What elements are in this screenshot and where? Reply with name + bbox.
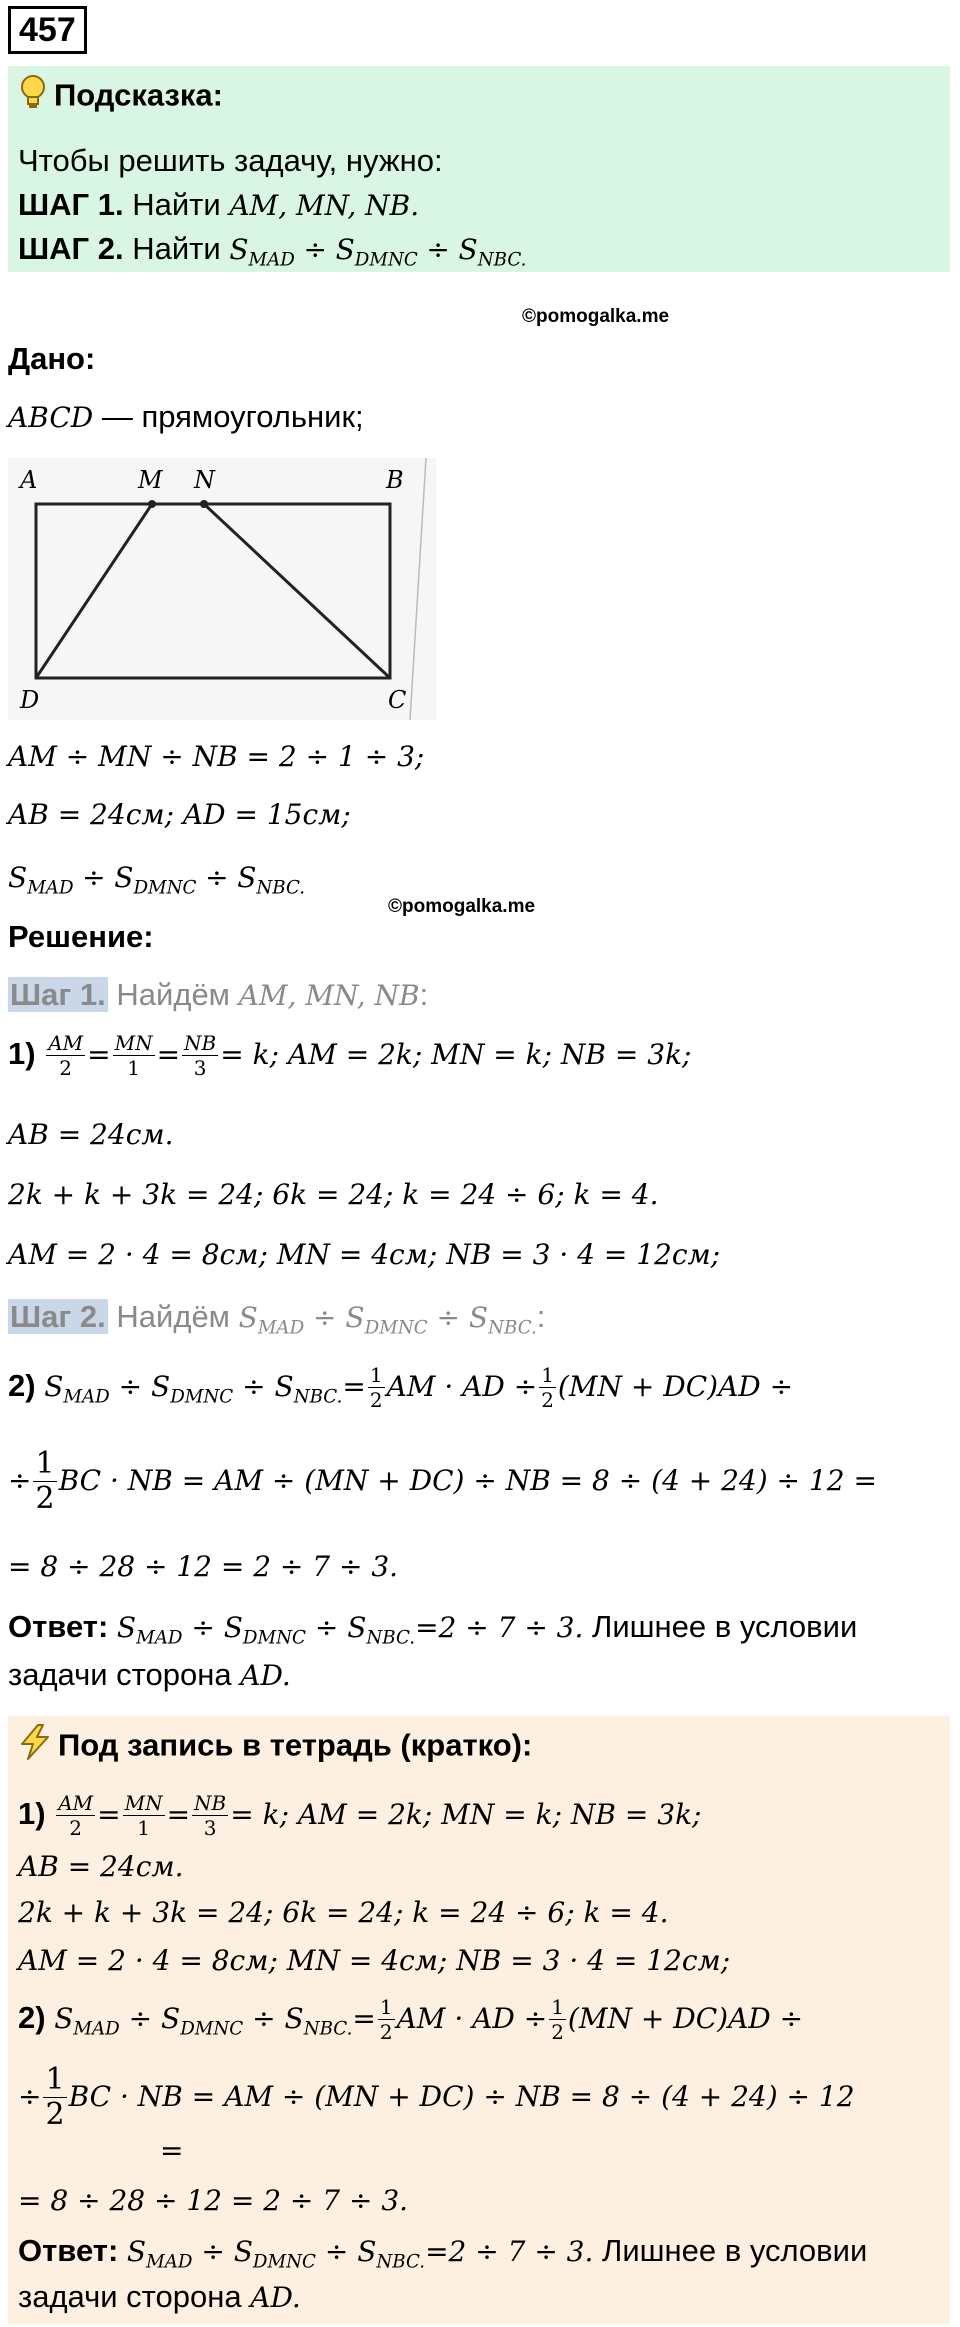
label-d: D [20, 686, 40, 714]
watermark-2: ©pomogalka.me [388, 896, 536, 917]
short-line-ab: AB = 24см. [18, 1850, 184, 1883]
short-answer-line-2: задачи сторона AD. [18, 2279, 301, 2314]
solution-step1: Шаг 1. Найдём AM, MN, NB: [10, 977, 429, 1012]
short-line-2: 2) $S_{MAD} \div S_{DMNC} \div S_{NBC.}=$ $\frac{1}{2}$ AM · AD ÷ $\frac{1}{2}$ (MN + DC)AD ÷ [18, 1995, 804, 2045]
lightbulb-icon [18, 74, 48, 121]
solution-line-1: 1) $\frac{AM}{2}$ = $\frac{MN}{1}$ = $\frac{NB}{3}$ = k; AM = 2k; MN = k; NB = 3k; [8, 1031, 692, 1081]
short-title: Под запись в тетрадь (кратко): [58, 1727, 533, 1763]
solution-line-k: 2k + k + 3k = 24; 6k = 24; k = 24 ÷ 6; k = 4. [8, 1178, 659, 1211]
given-title: Дано: [8, 341, 96, 376]
solution-line-ab: AB = 24см. [8, 1118, 174, 1151]
label-b: B [386, 466, 404, 494]
short-line-1: 1) $\frac{AM}{2}$ = $\frac{MN}{1}$ = $\frac{NB}{3}$ = k; AM = 2k; MN = k; NB = 3k; [18, 1791, 702, 1841]
solution-line-2: 2) $S_{MAD} \div S_{DMNC} \div S_{NBC.}=$ $\frac{1}{2}$ AM · AD ÷ $\frac{1}{2}$ (MN + DC)AD ÷ [8, 1363, 794, 1413]
solution-line-result: = 8 ÷ 28 ÷ 12 = 2 ÷ 7 ÷ 3. [8, 1550, 399, 1583]
label-c: C [388, 686, 407, 714]
hint-intro: Чтобы решить задачу, нужно: [18, 143, 443, 178]
segment-nc [204, 504, 390, 678]
watermark-1: ©pomogalka.me [522, 306, 670, 327]
given-rect: ABCD — прямоугольник; [8, 399, 364, 434]
given-find: $S_{MAD} \div S_{DMNC} \div S_{NBC.}$ [8, 861, 306, 899]
guide-line [410, 458, 426, 720]
hint-title: Подсказка: [54, 77, 223, 113]
hint-title-line [18, 74, 223, 121]
answer-line-2: задачи сторона AD. [8, 1657, 291, 1692]
segment-md [36, 504, 152, 678]
label-a: A [20, 466, 38, 494]
hint-step1: ШАГ 1. Найти AM, MN, NB. [18, 187, 420, 222]
short-equals-wrap: = [160, 2134, 184, 2167]
label-m: M [138, 466, 163, 494]
short-line-3: ÷ $\frac{1}{2}$ BC · NB = AM ÷ (MN + DC) ÷ NB = 8 ÷ (4 + 24) ÷ 12 [18, 2062, 855, 2133]
hint-step2: ШАГ 2. Найти $S_{MAD} \div S_{DMNC} \div S_{NBC.}$ [18, 231, 527, 271]
solution-line-3: ÷ $\frac{1}{2}$ BC · NB = AM ÷ (MN + DC) ÷ NB = 8 ÷ (4 + 24) ÷ 12 = [8, 1446, 877, 1517]
answer-line-1: Ответ: $S_{MAD} \div S_{DMNC} \div S_{NBC.}=2 \div 7 \div 3$. Лишнее в условии [8, 1609, 858, 1649]
point-m [148, 500, 156, 508]
given-sides: AB = 24см; AD = 15см; [8, 798, 351, 831]
short-line-result: = 8 ÷ 28 ÷ 12 = 2 ÷ 7 ÷ 3. [18, 2184, 409, 2217]
solution-step2: Шаг 2. Найдём $S_{MAD} \div S_{DMNC} \div S_{NBC.}$: [10, 1299, 546, 1339]
short-title-line [18, 1724, 532, 1771]
task-number: 457 [8, 6, 87, 54]
short-line-values: AM = 2 · 4 = 8см; MN = 4см; NB = 3 · 4 = 12см; [18, 1944, 731, 1977]
label-n: N [194, 466, 215, 494]
rectangle-figure [8, 458, 438, 722]
solution-line-values: AM = 2 · 4 = 8см; MN = 4см; NB = 3 · 4 = 12см; [8, 1238, 721, 1271]
point-n [200, 500, 208, 508]
solution-title: Решение: [8, 919, 154, 954]
lightning-icon [18, 1724, 52, 1771]
short-line-k: 2k + k + 3k = 24; 6k = 24; k = 24 ÷ 6; k = 4. [18, 1896, 669, 1929]
given-ratio: AM ÷ MN ÷ NB = 2 ÷ 1 ÷ 3; [8, 740, 425, 773]
short-answer-line-1: Ответ: $S_{MAD} \div S_{DMNC} \div S_{NBC.}=2 \div 7 \div 3$. Лишнее в условии [18, 2233, 868, 2273]
rectangle-abcd [36, 504, 390, 678]
